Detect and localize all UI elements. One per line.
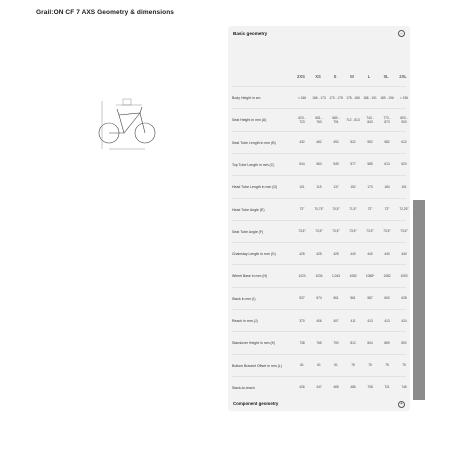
- bike-geometry-diagram: [96, 97, 158, 157]
- table-row: [232, 309, 406, 332]
- table-cell: 407: [333, 318, 339, 323]
- expand-icon[interactable]: +: [398, 401, 405, 408]
- table-cell: 72°: [299, 207, 305, 212]
- row-label: Head Tube Length in mm (D): [232, 185, 278, 190]
- table-cell: 119: [316, 184, 322, 189]
- row-label: Body Height in cm: [232, 96, 261, 100]
- table-cell: 71,5°: [349, 207, 357, 212]
- row-label: Seat Tube Angle (F): [232, 229, 264, 234]
- table-cell: 869: [384, 340, 390, 345]
- table-cell: 587: [367, 296, 373, 301]
- table-cell: 721: [384, 385, 390, 390]
- table-cell: 544: [299, 162, 305, 167]
- table-cell: 574: [316, 296, 322, 301]
- table-cell: > 196: [399, 95, 409, 100]
- row-label: Reach in mm (J): [232, 319, 258, 323]
- table-cell: 184: [384, 184, 390, 189]
- row-label: Seat Tube Length in mm (B): [232, 140, 276, 145]
- table-cell: 552: [367, 140, 373, 145]
- table-row: [232, 220, 406, 243]
- row-label: Standover Height in mm (K): [232, 341, 276, 346]
- table-cell: 600: [384, 296, 390, 301]
- table-cell: 75: [351, 363, 355, 368]
- table-cell: 101: [299, 184, 305, 189]
- table-cell: 426: [299, 385, 305, 390]
- table-cell: 712 - 813: [346, 117, 360, 122]
- panel-title: Basic geometry: [233, 31, 268, 36]
- size-header-2xs: 2XS: [297, 74, 305, 79]
- table-cell: 486: [350, 385, 356, 390]
- row-label: Head Tube Angle (E): [232, 207, 265, 212]
- table-cell: 844: [367, 340, 373, 345]
- table-cell: 892: [401, 340, 407, 345]
- table-cell: 812: [350, 340, 356, 345]
- table-cell: 440: [350, 251, 356, 256]
- table-cell: 708: [367, 385, 373, 390]
- table-cell: 1034: [315, 273, 323, 278]
- table-cell: 1093: [400, 273, 408, 278]
- table-cell: 563: [316, 162, 322, 167]
- table-cell: 191: [401, 184, 407, 189]
- size-header-s: S: [333, 74, 337, 79]
- component-geometry-panel[interactable]: [228, 397, 410, 411]
- table-cell: 561: [333, 296, 339, 301]
- table-cell: 73,5°: [332, 229, 340, 234]
- table-row: [232, 86, 409, 109]
- size-header-xl: XL: [383, 74, 389, 79]
- table-cell: 61: [300, 363, 304, 368]
- table-cell: 432: [299, 140, 305, 145]
- table-row: [232, 331, 406, 354]
- table-cell: 623 - 723: [298, 115, 306, 125]
- table-cell: 73,5°: [400, 229, 408, 234]
- table-cell: 1082: [383, 273, 391, 278]
- table-cell: 620: [401, 162, 407, 167]
- row-label: Seat Height in mm (A): [232, 118, 267, 123]
- size-header-2xl: 2XL: [399, 74, 407, 79]
- table-cell: 462: [316, 140, 322, 145]
- table-cell: 178 - 186: [346, 95, 360, 100]
- row-label: Stack-to-reach: [232, 385, 255, 390]
- table-cell: 612: [401, 140, 407, 145]
- table-cell: 577: [350, 162, 356, 167]
- table-cell: 746: [401, 385, 407, 390]
- table-cell: 61: [317, 363, 321, 368]
- row-label: Stack in mm (I): [232, 296, 256, 301]
- table-cell: 413: [367, 318, 373, 323]
- table-cell: 411: [350, 318, 356, 323]
- table-cell: 1088*: [365, 273, 375, 278]
- table-cell: 75: [402, 363, 406, 368]
- table-cell: 613: [384, 162, 390, 167]
- table-cell: 73,5°: [315, 229, 323, 234]
- table-cell: 73,5°: [298, 229, 306, 234]
- table-cell: 425: [316, 251, 322, 256]
- table-cell: 73,5°: [366, 229, 374, 234]
- table-cell: 413: [384, 318, 390, 323]
- table-cell: 370: [299, 318, 305, 323]
- table-row: [232, 153, 406, 176]
- geometry-panel: [228, 26, 410, 410]
- table-cell: 72°: [367, 207, 373, 212]
- table-cell: 75: [368, 363, 372, 368]
- table-cell: 738: [299, 340, 305, 345]
- row-label: Chainstay Length in mm (G): [232, 252, 276, 257]
- table-row: [232, 108, 406, 131]
- table-cell: 743 - 843: [366, 115, 374, 125]
- table-row: [232, 175, 406, 198]
- size-header-l: L: [367, 74, 371, 79]
- collapse-icon[interactable]: −: [398, 30, 405, 37]
- component-geometry-label: Component geometry: [233, 401, 279, 406]
- table-cell: 1023: [298, 273, 306, 278]
- table-cell: 585: [367, 162, 373, 167]
- table-cell: 425: [333, 251, 339, 256]
- table-cell: 522: [350, 140, 356, 145]
- table-row: [232, 287, 406, 310]
- table-cell: 561: [350, 296, 356, 301]
- table-cell: 73,5°: [349, 229, 357, 234]
- table-cell: 440: [384, 251, 390, 256]
- size-header-m: M: [350, 74, 354, 79]
- table-cell: 549: [333, 162, 339, 167]
- table-row: [232, 376, 406, 399]
- table-cell: 773 - 873: [383, 115, 391, 125]
- table-cell: 72,25°: [399, 207, 409, 212]
- table-row: [232, 264, 406, 287]
- table-cell: 186 - 191: [363, 95, 377, 100]
- table-row: [232, 131, 406, 154]
- table-cell: 765: [316, 340, 322, 345]
- table-cell: 173 - 178: [329, 95, 343, 100]
- table-cell: 73,5°: [383, 229, 391, 234]
- table-cell: 75: [385, 363, 389, 368]
- row-label: Wheel Base in mm (H): [232, 274, 268, 279]
- table-cell: 440: [367, 251, 373, 256]
- table-cell: 465: [333, 385, 339, 390]
- table-cell: 189 - 196: [380, 95, 394, 100]
- row-label: Top Tube Length in mm (C): [232, 162, 275, 167]
- table-cell: 628: [401, 296, 407, 301]
- table-cell: 680 - 791: [332, 115, 340, 125]
- size-header-xs: XS: [315, 74, 321, 79]
- table-cell: 425: [299, 251, 305, 256]
- table-row: [232, 242, 406, 265]
- table-row: [232, 354, 406, 377]
- page-title: Grail:ON CF 7 AXS Geometry & dimensions: [36, 9, 175, 16]
- table-row: [232, 198, 409, 221]
- table-cell: 1,043: [332, 273, 340, 278]
- table-cell: 166 - 173: [312, 95, 326, 100]
- table-cell: 70,5°: [332, 207, 340, 212]
- scrollbar[interactable]: [413, 200, 425, 400]
- table-cell: 537: [299, 296, 305, 301]
- table-cell: 582: [384, 140, 390, 145]
- table-cell: 803 - 903: [400, 115, 408, 125]
- table-cell: 424: [401, 318, 407, 323]
- row-label: Bottom Bracket Offset in mm (L): [232, 363, 282, 368]
- table-cell: 447: [316, 385, 322, 390]
- table-cell: 406: [316, 318, 322, 323]
- table-cell: 440: [401, 251, 407, 256]
- table-cell: 72°: [384, 207, 390, 212]
- table-cell: 651 - 763: [315, 115, 323, 125]
- table-cell: 173: [367, 184, 373, 189]
- table-cell: 70,75°: [314, 207, 324, 212]
- table-cell: 790: [333, 340, 339, 345]
- table-cell: < 166: [297, 95, 307, 100]
- table-cell: 137: [333, 184, 339, 189]
- table-cell: 492: [333, 140, 339, 145]
- table-cell: 61: [334, 363, 338, 368]
- table-cell: 152: [350, 184, 356, 189]
- table-cell: 1083: [349, 273, 357, 278]
